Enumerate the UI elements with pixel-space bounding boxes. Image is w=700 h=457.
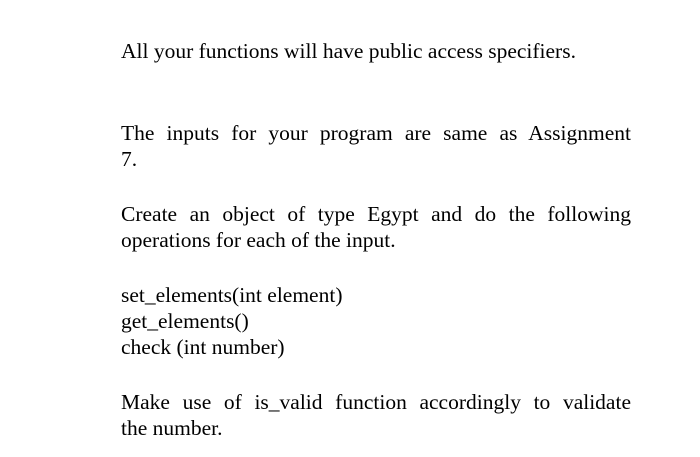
text-line: operations for each of the input. [121,228,396,252]
paragraph-access-specifiers [121,38,631,64]
paragraph-inputs [121,120,631,172]
text-line: Make use of is_valid function accordingly to validate [121,390,631,414]
paragraph-is-valid [121,389,631,441]
text-line: The inputs for your program are same as Assignment [121,121,631,145]
text-line: the number. [121,416,223,440]
function-signature-get-elements: get_elements() [121,309,249,333]
text-line: Create an object of type Egypt and do the following [121,202,631,226]
text-line: 7. [121,147,138,171]
paragraph-function-list [121,282,631,360]
function-signature-check: check (int number) [121,335,285,359]
text-line: All your functions will have public access specifiers. [121,39,576,63]
function-signature-set-elements: set_elements(int element) [121,283,343,307]
paragraph-create-object [121,201,631,253]
